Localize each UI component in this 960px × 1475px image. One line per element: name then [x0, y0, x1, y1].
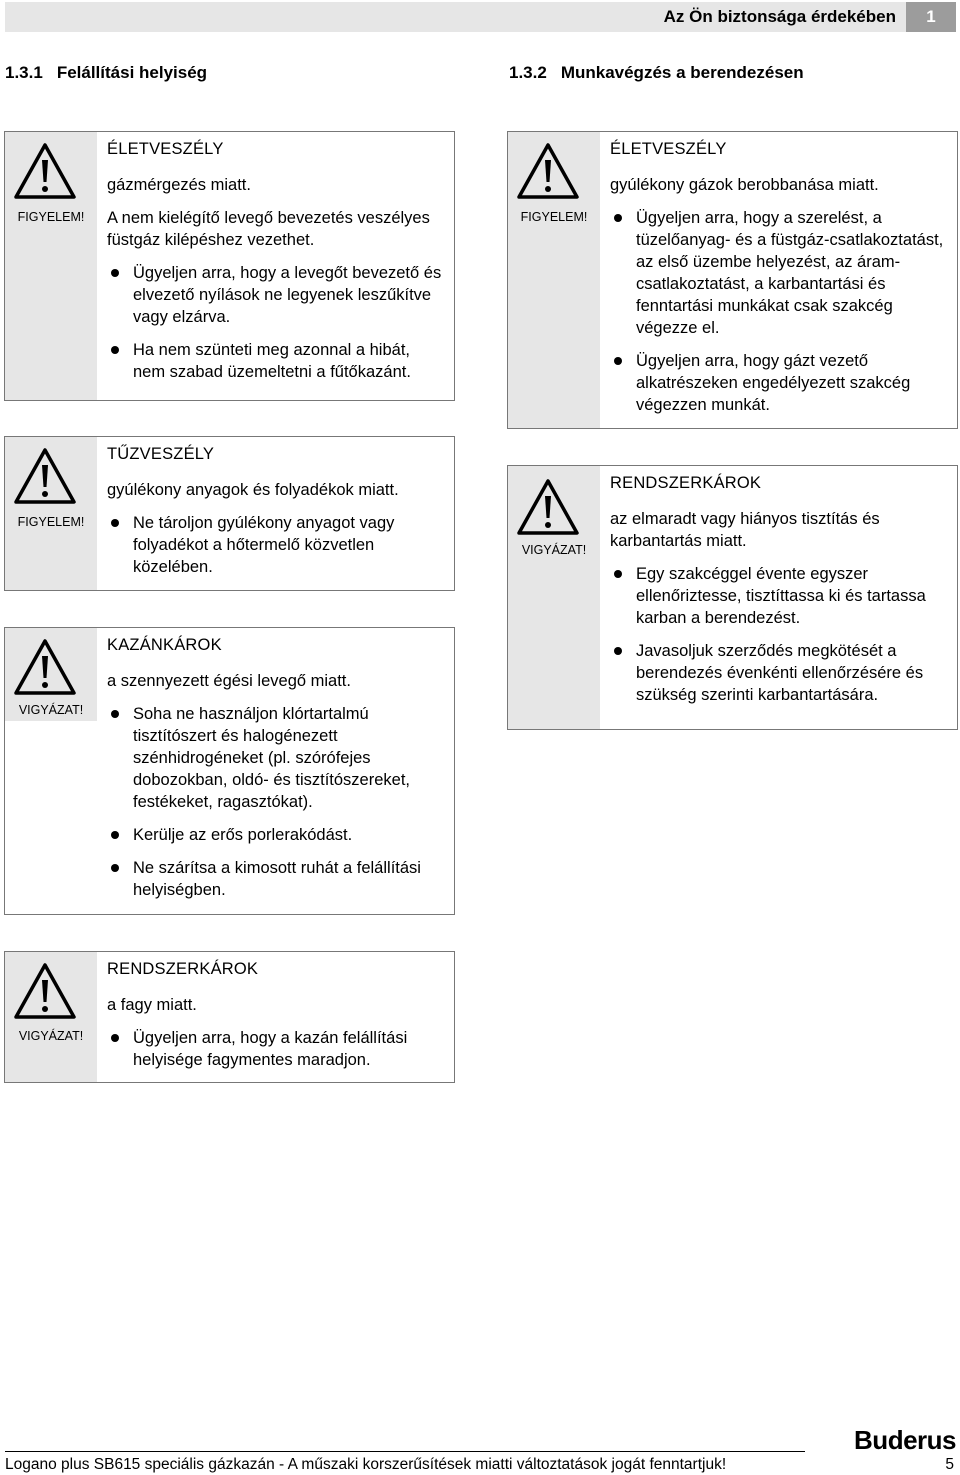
hazard-title: KAZÁNKÁROK	[107, 636, 222, 654]
list-item: Ügyeljen arra, hogy a levegőt bevezető és elvezető nyílások ne legyenek leszűkítve vagy elzárva.	[107, 262, 446, 328]
hazard-cause: gyúlékony gázok berobbanása miatt.	[610, 176, 879, 194]
warning-box-life-hazard-explosion	[507, 131, 958, 429]
list-item: Ne szárítsa a kimosott ruhát a felállítási helyiségben.	[107, 857, 446, 901]
list-item: Ügyeljen arra, hogy a kazán felállítási helyisége fagymentes maradjon.	[107, 1027, 446, 1071]
section-heading-left	[5, 63, 207, 83]
instruction-list	[107, 262, 446, 383]
icon-column	[5, 952, 97, 1082]
icon-column	[5, 437, 97, 590]
warning-content	[610, 138, 949, 427]
hazard-cause: gyúlékony anyagok és folyadékok miatt.	[107, 481, 399, 499]
hazard-title: RENDSZERKÁROK	[610, 474, 762, 492]
section-number: 1.3.1	[5, 63, 43, 82]
list-item: Ha nem szünteti meg azonnal a hibát, nem szabad üzemeltetni a fűtőkazánt.	[107, 339, 446, 383]
icon-column	[5, 628, 97, 721]
icon-column	[508, 132, 600, 428]
warning-triangle-icon	[516, 478, 580, 536]
list-item: Ügyeljen arra, hogy gázt vezető alkatrészeken engedélyezett szakcég végezzen munkát.	[610, 350, 949, 416]
warning-box-boiler-damage	[4, 627, 455, 915]
chapter-number: 1	[906, 2, 956, 32]
list-item: Ne tároljon gyúlékony anyagot vagy folyadékot a hőtermelő közvetlen közelében.	[107, 512, 446, 578]
hazard-cause: gázmérgezés miatt.	[107, 176, 251, 194]
section-number: 1.3.2	[509, 63, 547, 82]
instruction-list	[610, 563, 949, 706]
icon-column	[5, 132, 97, 400]
warning-triangle-icon	[13, 447, 77, 505]
warning-triangle-icon	[13, 962, 77, 1020]
instruction-list	[107, 512, 446, 578]
warning-content	[107, 443, 446, 589]
hazard-title: TŰZVESZÉLY	[107, 445, 215, 463]
signal-word: FIGYELEM!	[520, 210, 588, 224]
hazard-cause: a szennyezett égési levegő miatt.	[107, 672, 351, 690]
buderus-logo: Buderus	[854, 1425, 956, 1455]
signal-word: VIGYÁZAT!	[521, 543, 587, 557]
warning-content	[107, 634, 446, 912]
page-header-title: Az Ön biztonsága érdekében	[663, 7, 896, 26]
list-item: Ügyeljen arra, hogy a szerelést, a tüzelőanyag- és a füstgáz-csatlakoztatást, az első üzembe helyezést, az áram-csatlakoztatást, a karbantartási és fenntartási munkákat csak szakcég végezze el.	[610, 207, 949, 339]
signal-word: FIGYELEM!	[17, 515, 85, 529]
list-item: Kerülje az erős porlerakódást.	[107, 824, 446, 846]
section-title: Felállítási helyiség	[56, 63, 208, 82]
warning-content	[610, 472, 949, 717]
instruction-list	[107, 703, 446, 901]
hazard-title: ÉLETVESZÉLY	[610, 140, 727, 158]
hazard-consequence: A nem kielégítő levegő bevezetés veszélyes füstgáz kilépéshez vezethet.	[107, 209, 430, 249]
warning-triangle-icon	[516, 142, 580, 200]
warning-box-system-damage-frost	[4, 951, 455, 1083]
warning-triangle-icon	[13, 638, 77, 696]
signal-word: FIGYELEM!	[17, 210, 85, 224]
instruction-list	[610, 207, 949, 416]
hazard-title: ÉLETVESZÉLY	[107, 140, 224, 158]
icon-column	[508, 466, 600, 729]
section-title: Munkavégzés a berendezésen	[560, 63, 804, 82]
section-heading-right	[509, 63, 804, 83]
signal-word: VIGYÁZAT!	[18, 703, 84, 717]
list-item: Javasoljuk szerződés megkötését a berendezés évenkénti ellenőrzésére és szükség szerinti karbantartására.	[610, 640, 949, 706]
signal-word: VIGYÁZAT!	[18, 1029, 84, 1043]
hazard-title: RENDSZERKÁROK	[107, 960, 259, 978]
hazard-cause: az elmaradt vagy hiányos tisztítás és karbantartás miatt.	[610, 510, 880, 550]
footer-divider	[5, 1451, 805, 1452]
warning-content	[107, 958, 446, 1082]
warning-box-system-damage-maintenance	[507, 465, 958, 730]
hazard-cause: a fagy miatt.	[107, 996, 197, 1014]
instruction-list	[107, 1027, 446, 1071]
footer-text: Logano plus SB615 speciális gázkazán - A műszaki korszerűsítések miatti változtatások jogát fenntartjuk!	[5, 1456, 727, 1473]
warning-box-fire-hazard	[4, 436, 455, 591]
list-item: Egy szakcéggel évente egyszer ellenőriztesse, tisztíttassa ki és tartassa karban a berendezést.	[610, 563, 949, 629]
list-item: Soha ne használjon klórtartalmú tisztítószert és halogénezett szénhidrogéneket (pl. szórófejes dobozokban, oldó- és tisztítószereket, festékeket, ragasztókat).	[107, 703, 446, 813]
warning-content	[107, 138, 446, 394]
page-number: 5	[945, 1456, 954, 1473]
warning-box-life-hazard-gas	[4, 131, 455, 401]
warning-triangle-icon	[13, 142, 77, 200]
